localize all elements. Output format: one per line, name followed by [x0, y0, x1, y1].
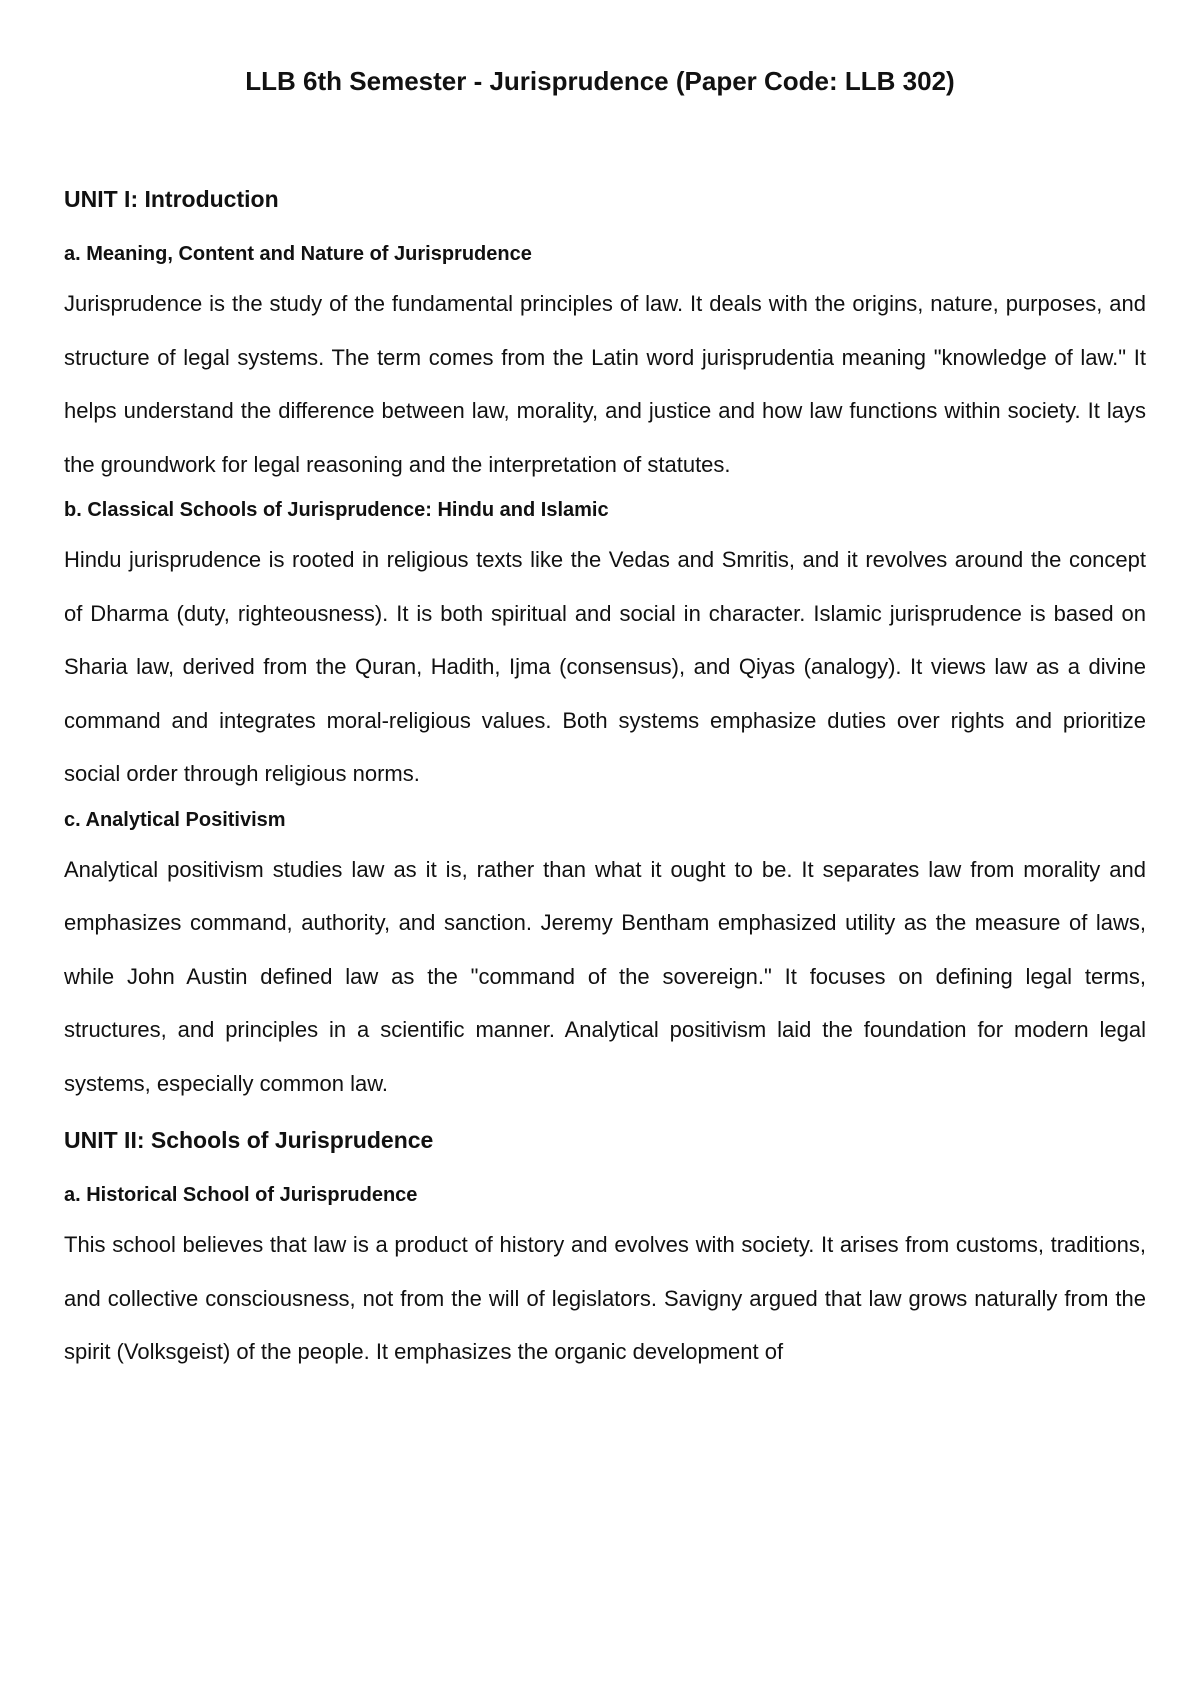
section-heading: a. Historical School of Jurisprudence: [64, 1184, 418, 1206]
section-heading: a. Meaning, Content and Nature of Jurisprudence: [64, 243, 532, 265]
section-paragraph: Hindu jurisprudence is rooted in religious texts like the Vedas and Smritis, and it revolves around the concept of Dharma (duty, righteousness). It is both spiritual and social in character. Islamic jurisprudence is based on Sharia law, derived from the Quran, Hadith, Ijma (consensus), and Qiyas (analogy). It views law as a divine command and integrates moral-religious values. Both systems emphasize duties over rights and prioritize social order through religious norms.: [64, 547, 1146, 786]
unit-heading: UNIT II: Schools of Jurisprudence: [64, 1127, 434, 1153]
section-paragraph: This school believes that law is a product of history and evolves with society. It arises from customs, traditions, and collective consciousness, not from the will of legislators. Savigny argued that law grows naturally from the spirit (Volksgeist) of the people. It emphasizes the organic development of: [64, 1232, 1146, 1364]
section-heading: c. Analytical Positivism: [64, 808, 286, 831]
section-paragraph: Jurisprudence is the study of the fundamental principles of law. It deals with the origins, nature, purposes, and structure of legal systems. The term comes from the Latin word jurisprudentia meaning "knowledge of law." It helps understand the difference between law, morality, and justice and how law functions within society. It lays the groundwork for legal reasoning and the interpretation of statutes.: [64, 291, 1146, 477]
document-title: LLB 6th Semester - Jurisprudence (Paper Code: LLB 302): [245, 66, 955, 96]
document-body: [64, 183, 1146, 1379]
section-paragraph: Analytical positivism studies law as it is, rather than what it ought to be. It separates law from morality and emphasizes command, authority, and sanction. Jeremy Bentham emphasized utility as the measure of laws, while John Austin defined law as the "command of the sovereign." It focuses on defining legal terms, structures, and principles in a scientific manner. Analytical positivism laid the foundation for modern legal systems, especially common law.: [64, 856, 1146, 1096]
section-heading: b. Classical Schools of Jurisprudence: Hindu and Islamic: [64, 499, 609, 521]
unit-heading: UNIT I: Introduction: [64, 186, 279, 212]
